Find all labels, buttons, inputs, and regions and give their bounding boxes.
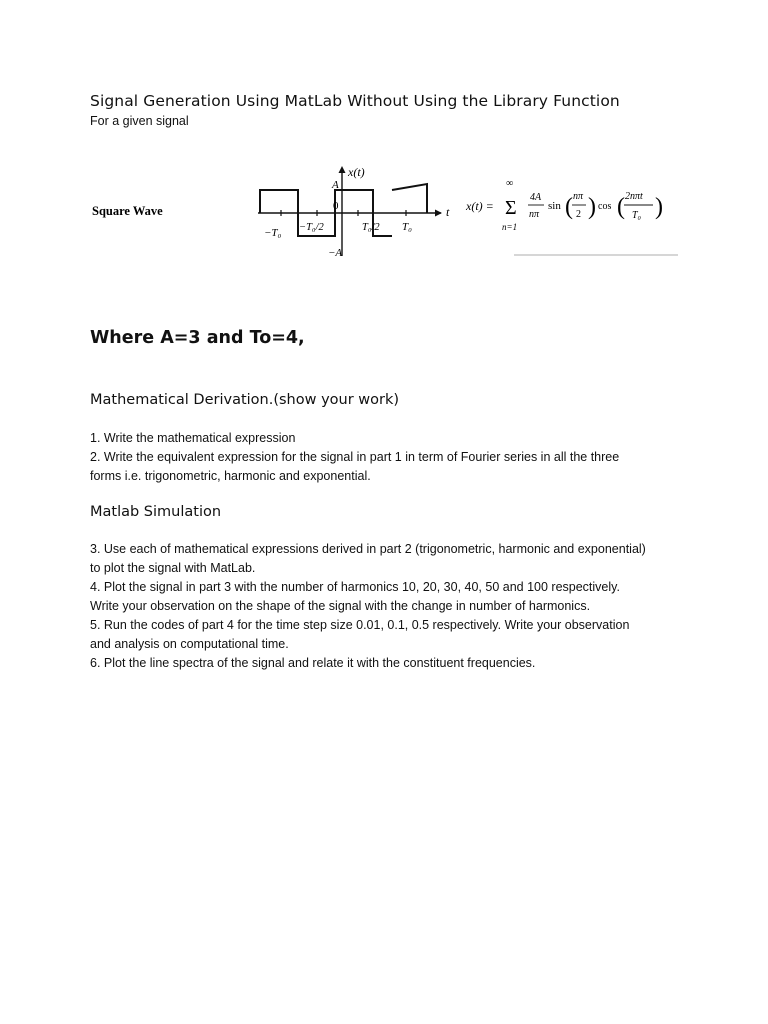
- sum-lower-limit: n=1: [502, 222, 518, 232]
- coefficient-numerator: 4A: [530, 192, 542, 203]
- sin-argument-denominator: 2: [576, 209, 581, 220]
- derivation-list: [90, 429, 650, 486]
- document-subtitle: For a given signal: [90, 114, 189, 128]
- svg-text:(: (: [617, 194, 625, 220]
- simulation-list: [90, 540, 650, 673]
- svg-text:): ): [655, 194, 663, 220]
- derivation-heading: Mathematical Derivation.(show your work): [90, 392, 400, 408]
- figure-label: Square Wave: [92, 204, 163, 218]
- cos-argument-denominator: T₀: [632, 210, 642, 221]
- list-item: 6. Plot the line spectra of the signal and relate it with the constituent frequencies.: [90, 656, 536, 670]
- list-item: 3. Use each of mathematical expressions derived in part 2 (trigonometric, harmonic and exponential) to plot the signal with MatLab.: [90, 542, 646, 575]
- tick-label-neg-T0: −T₀: [264, 227, 282, 239]
- list-item: 1. Write the mathematical expression: [90, 431, 296, 445]
- square-wave-figure: [86, 158, 686, 266]
- formula-lhs: x(t) =: [466, 199, 494, 213]
- tick-label-pos-T0: T₀: [402, 221, 412, 233]
- list-item: 2. Write the equivalent expression for the signal in part 1 in term of Fourier series in all the three forms i.e. trigonometric, harmonic and exponential.: [90, 450, 620, 483]
- cos-argument-numerator: 2nπt: [625, 191, 643, 202]
- svg-text:): ): [588, 194, 596, 220]
- x-axis-label: t: [446, 205, 450, 219]
- sum-upper-limit: ∞: [506, 178, 514, 189]
- given-values-heading: Where A=3 and To=4,: [90, 328, 305, 348]
- tick-label-pos-half: T₀/2: [362, 222, 380, 233]
- fourier-series-formula: [465, 178, 663, 232]
- y-axis-label: x(t): [348, 165, 365, 179]
- negative-amplitude-label: −A: [328, 247, 343, 259]
- cos-function: cos: [598, 201, 612, 212]
- tick-label-neg-half: −T₀/2: [299, 222, 324, 233]
- document-title: Signal Generation Using MatLab Without Using the Library Function: [90, 92, 620, 110]
- list-item: 4. Plot the signal in part 3 with the number of harmonics 10, 20, 30, 40, 50 and 100 respectively. Write your observation on the shape of the signal with the change in number of harmonics.: [90, 580, 620, 613]
- simulation-heading: Matlab Simulation: [90, 504, 222, 520]
- amplitude-label: A: [332, 179, 339, 191]
- y-axis-arrow-icon: [339, 166, 346, 173]
- sin-argument-numerator: nπ: [573, 191, 584, 202]
- list-item: 5. Run the codes of part 4 for the time step size 0.01, 0.1, 0.5 respectively. Write your observation and analysis on computational time.: [90, 618, 630, 651]
- sum-symbol-icon: Σ: [505, 197, 517, 219]
- svg-text:(: (: [565, 194, 573, 220]
- square-wave-next-cycle: [392, 184, 427, 213]
- x-axis-arrow-icon: [435, 210, 442, 217]
- origin-label: 0: [333, 200, 339, 212]
- coefficient-denominator: nπ: [529, 209, 540, 220]
- sin-function: sin: [548, 200, 561, 212]
